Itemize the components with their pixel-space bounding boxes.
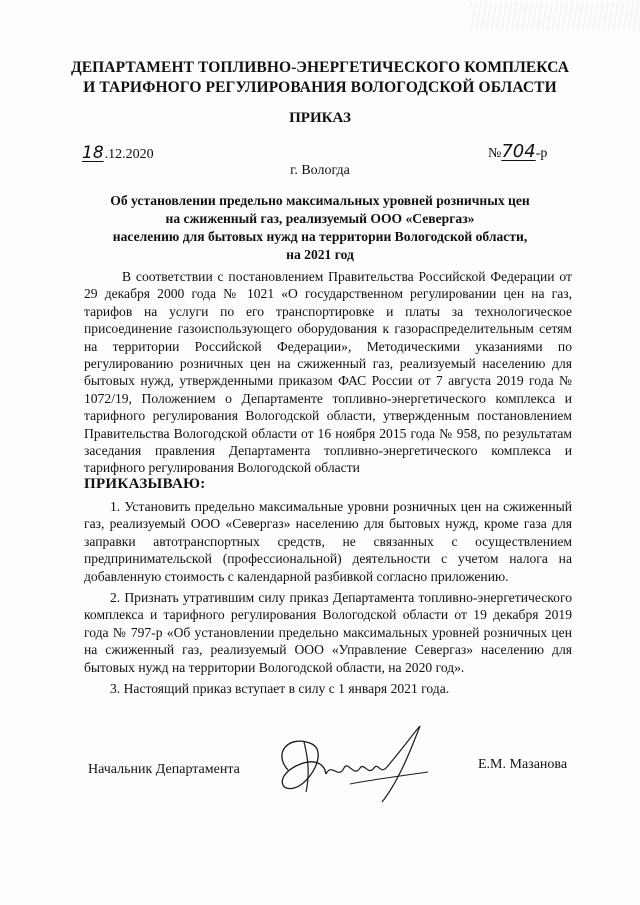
preamble-paragraph: В соответствии с постановлением Правительства Российской Федерации от 29 декабря 2000 года № 1021 «О государственном регулировании цен на газ, тарифов на услуги по его транспортировке и платы за технологическое присоединение газоиспользующего оборудования к газораспределительным сетям на территории Российской Федерации», Методическими указаниями по регулированию розничных цен на сжиженный газ, реализуемый населению для бытовых нужд, утвержденными приказом ФАС России от 7 августа 2019 года № 1072/19, Положением о Департаменте топливно-энергетического комплекса и тарифного регулирования Вологодской области, утвержденным постановлением Правительства Вологодской области от 16 ноября 2015 года № 958, по результатам заседания правления Департамента топливно-энергетического комплекса и тарифного регулирования Вологодской области — [84, 269, 572, 476]
date-printed: .12.2020 — [104, 147, 154, 162]
subject-line: на сжиженный газ, реализуемый ООО «Севергаз» — [165, 211, 475, 226]
date-handwritten: 18 — [82, 143, 104, 163]
order-items — [84, 498, 572, 701]
subject-line: на 2021 год — [286, 247, 354, 262]
order-subject — [80, 192, 560, 264]
subject-line: Об установлении предельно максимальных уровней розничных цен — [110, 193, 530, 208]
number-prefix: № — [488, 146, 502, 161]
city: г. Вологда — [290, 163, 350, 178]
document-type: ПРИКАЗ — [289, 110, 351, 126]
order-number — [488, 141, 547, 162]
preamble — [84, 268, 572, 477]
order-item-3: 3. Настоящий приказ вступает в силу с 1 января 2021 года. — [110, 681, 450, 697]
order-date — [82, 143, 154, 163]
signer-name: Е.М. Мазанова — [478, 757, 568, 772]
number-suffix: -р — [535, 146, 548, 161]
subject-line: населению для бытовых нужд на территории Вологодской области, — [112, 229, 528, 244]
handwritten-signature — [250, 722, 450, 812]
department-title — [70, 58, 570, 98]
order-item-1: 1. Установить предельно максимальные уровни розничных цен на сжиженный газ, реализуемый ООО «Севергаз» населению для бытовых нужд, кроме газа для заправки автотранспортных средств, не связанных с осуществлением предпринимательской (профессиональной) деятельности с учетом налога на добавленную стоимость с календарной разбивкой согласно приложению. — [84, 499, 572, 584]
department-title-line1: ДЕПАРТАМЕНТ ТОПЛИВНО-ЭНЕРГЕТИЧЕСКОГО КОМПЛЕКСА — [70, 59, 570, 76]
number-handwritten: 704 — [501, 141, 536, 162]
decree-word: ПРИКАЗЫВАЮ: — [84, 476, 206, 492]
order-item-2: 2. Признать утратившим силу приказ Департамента топливно-энергетического комплекса и тарифного регулирования Вологодской области от 19 декабря 2019 года № 797-р «Об установлении предельно максимальных уровней розничных цен на сжиженный газ, реализуемый ООО «Управление Севергаз» населению для бытовых нужд на территории Вологодской области, на 2020 год». — [84, 590, 572, 675]
scan-artifact — [470, 2, 640, 30]
signer-position: Начальник Департамента — [88, 762, 240, 777]
department-title-line2: И ТАРИФНОГО РЕГУЛИРОВАНИЯ ВОЛОГОДСКОЙ ОБЛАСТИ — [83, 79, 557, 96]
